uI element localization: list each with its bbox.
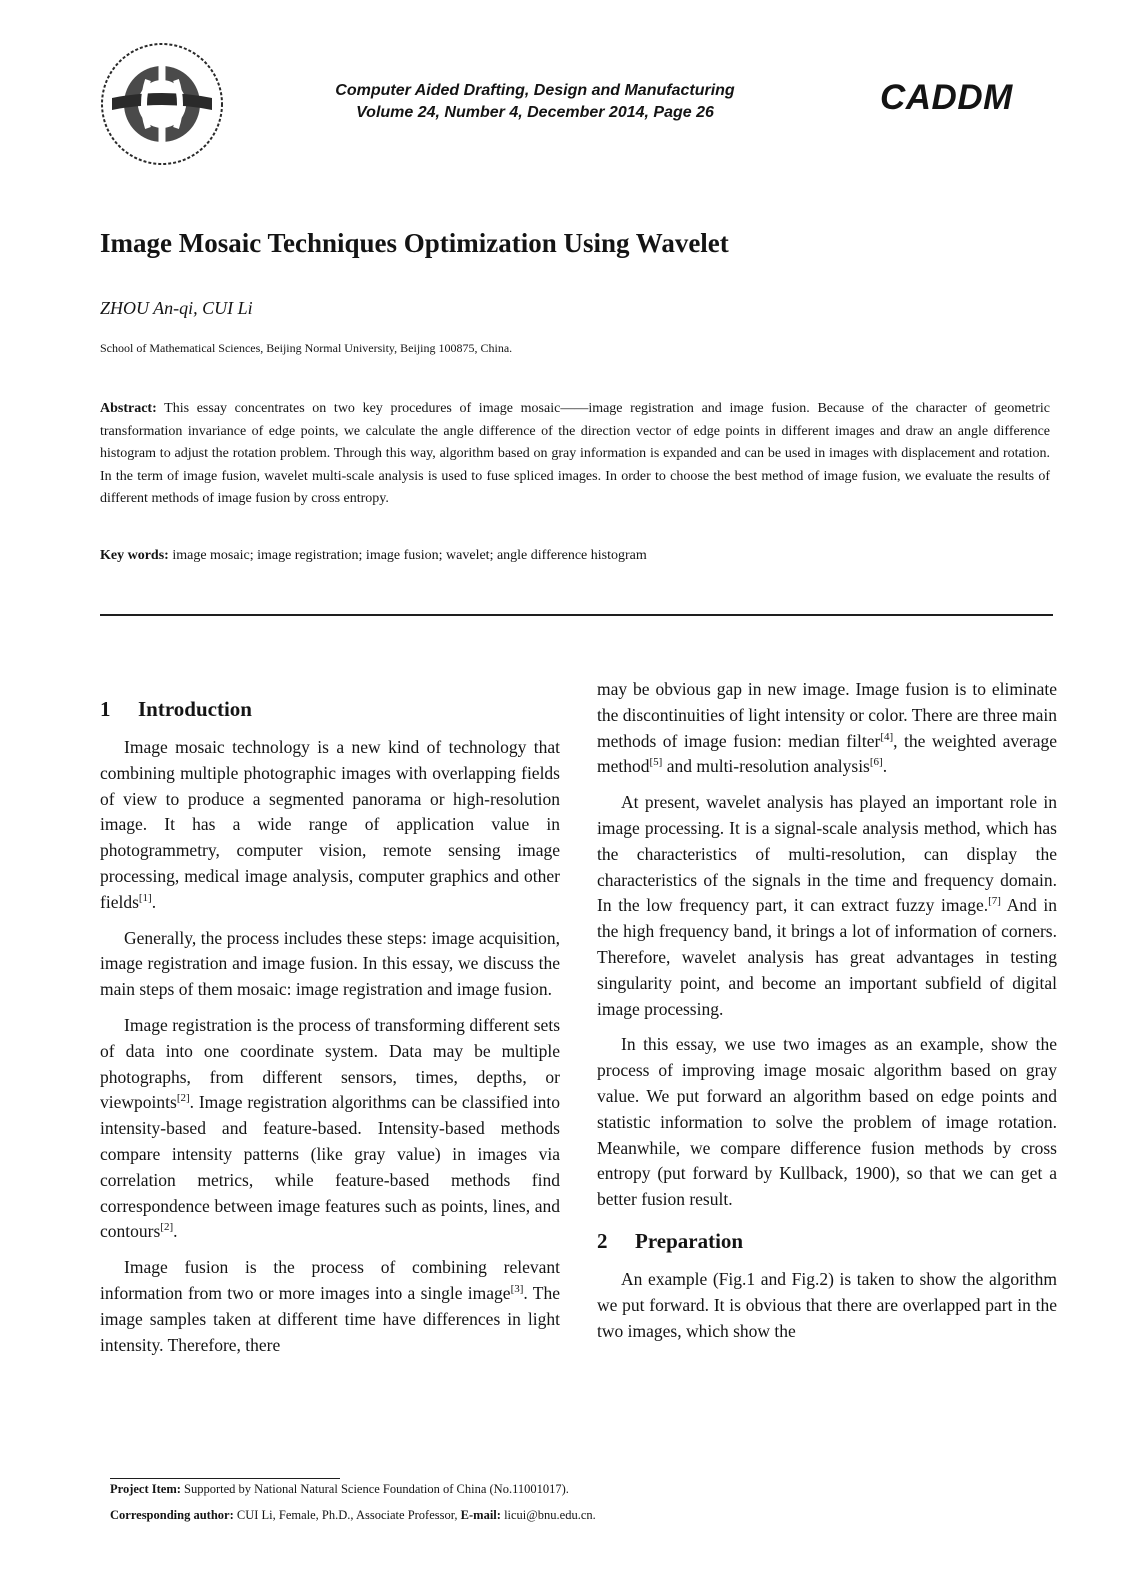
left-column xyxy=(100,695,560,1368)
email-address[interactable]: licui@bnu.edu.cn. xyxy=(504,1508,596,1522)
paragraph-text: At present, wavelet analysis has played an important role in image processing. It is a signal-scale analysis method, which has the characteristics of multi-resolution, can display the characteristics of the signals in the time and frequency domain. In the low frequency part, it can extract fuzzy image. xyxy=(597,792,1057,916)
paragraph-text: , the weighted average method xyxy=(597,730,1057,777)
footnote-text: Supported by National Natural Science Foundation of China (No.11001017). xyxy=(184,1482,569,1496)
journal-volume: Volume 24, Number 4, December 2014, Page 26 xyxy=(356,104,714,121)
section-title: Introduction xyxy=(138,697,252,721)
paragraph-text: may be obvious gap in new image. Image fusion is to eliminate the discontinuities of light intensity or color. There are three main methods of image fusion: median filter xyxy=(597,679,1057,751)
section-heading-introduction xyxy=(100,695,560,723)
paragraph-text: An example (Fig.1 and Fig.2) is taken to show the algorithm we put forward. It is obvious that there are overlapped part in the two images, which show the xyxy=(597,1268,1057,1341)
section-title: Preparation xyxy=(635,1228,744,1253)
society-logo xyxy=(98,40,226,168)
footnote-corresponding xyxy=(110,1508,596,1523)
article-authors: ZHOU An-qi, CUI Li xyxy=(100,298,253,318)
paragraph xyxy=(597,1032,1057,1213)
paragraph xyxy=(597,790,1057,1022)
paragraph-text: . xyxy=(173,1221,178,1242)
footnote-label: Corresponding author: xyxy=(110,1508,234,1522)
section-number: 1 xyxy=(100,697,111,721)
citation: [1] xyxy=(138,891,152,904)
paragraph-text: . The image samples taken at different time have differences in light intensity. Therefore, there xyxy=(100,1282,560,1355)
abstract xyxy=(100,398,1050,511)
citation: [6] xyxy=(869,756,883,769)
paragraph xyxy=(100,1255,560,1358)
paragraph-text: and multi-resolution analysis xyxy=(662,756,870,777)
paragraph-text: Image mosaic technology is a new kind of technology that combining multiple photographic images with overlapping fields of view to produce a segmented panorama or high-resolution image. It has a wide range of application value in photogrammetry, computer vision, remote sensing image processing, medical image analysis, computer graphics and other fields xyxy=(100,737,560,912)
citation: [2] xyxy=(160,1221,174,1234)
footnote-divider xyxy=(110,1478,340,1479)
paragraph-text: Image registration is the process of transforming different sets of data into one coordinate system. Data may be multiple photographs, from different sensors, times, depths, or viewpoints xyxy=(100,1014,560,1113)
paragraph xyxy=(100,735,560,916)
abstract-label: Abstract: xyxy=(100,401,157,416)
journal-name: Computer Aided Drafting, Design and Manufacturing xyxy=(335,82,735,99)
paragraph xyxy=(597,677,1057,780)
section-number: 2 xyxy=(597,1228,608,1253)
keywords xyxy=(100,545,1050,567)
footnote-text: CUI Li, Female, Ph.D., Associate Professor, xyxy=(236,1508,458,1522)
citation: [5] xyxy=(649,756,663,769)
journal-info xyxy=(270,80,800,124)
paragraph-text: . Image registration algorithms can be classified into intensity-based and feature-based. Intensity-based methods compare intensity patterns (like gray value) in images via correlation metrics, while feature-based methods find correspondence between image features such as points, lines, and contours xyxy=(100,1092,560,1242)
journal-brand: CADDM xyxy=(880,78,1013,117)
paragraph-text: And in the high frequency band, it brings a lot of information of corners. Therefore, wavelet analysis has great advantages in testing singularity point, and become an important subfield of digital image processing. xyxy=(597,895,1057,1019)
paragraph-text: . xyxy=(151,891,157,912)
article-affiliation: School of Mathematical Sciences, Beijing Normal University, Beijing 100875, China. xyxy=(100,341,513,355)
section-heading-preparation xyxy=(597,1227,1057,1255)
right-column xyxy=(597,677,1057,1354)
paragraph xyxy=(597,1267,1057,1344)
footnote-project xyxy=(110,1482,569,1497)
paragraph xyxy=(100,926,560,1003)
paragraph-text: Image fusion is the process of combining relevant information from two or more images into a single image xyxy=(100,1257,560,1303)
keywords-label: Key words: xyxy=(100,548,169,563)
keywords-text: image mosaic; image registration; image fusion; wavelet; angle difference histogram xyxy=(172,548,647,563)
paragraph-text: Generally, the process includes these steps: image acquisition, image registration and image fusion. In this essay, we discuss the main steps of them mosaic: image registration and image fusion. xyxy=(100,927,560,1000)
citation: [2] xyxy=(176,1092,190,1105)
citation: [3] xyxy=(510,1283,524,1296)
header-divider xyxy=(100,614,1053,616)
email-label: E-mail: xyxy=(460,1508,501,1522)
article-title: Image Mosaic Techniques Optimization Using Wavelet xyxy=(100,228,729,258)
paragraph-text: . xyxy=(882,756,888,777)
paragraph-text: In this essay, we use two images as an example, show the process of improving image mosaic algorithm based on gray value. We put forward an algorithm based on edge points and statistic information to solve the problem of image rotation. Meanwhile, we compare difference fusion methods by cross entropy (put forward by Kullback, 1900), so that we can get a better fusion result. xyxy=(597,1034,1057,1210)
citation: [7] xyxy=(988,895,1001,908)
footnote-label: Project Item: xyxy=(110,1482,181,1496)
paragraph xyxy=(100,1013,560,1245)
abstract-text: This essay concentrates on two key procedures of image mosaic——image registration and image fusion. Because of the character of geometric transformation invariance of edge points, we calculate the angle difference of the direction vector of edge points in different images and draw an angle difference histogram to adjust the rotation problem. Through this way, algorithm based on gray information is expanded and can be used in images with displacement and rotation. In the term of image fusion, wavelet multi-scale analysis is used to fuse spliced images. In order to choose the best method of image fusion, we evaluate the results of different methods of image fusion by cross entropy. xyxy=(100,401,1050,506)
citation: [4] xyxy=(880,730,894,743)
